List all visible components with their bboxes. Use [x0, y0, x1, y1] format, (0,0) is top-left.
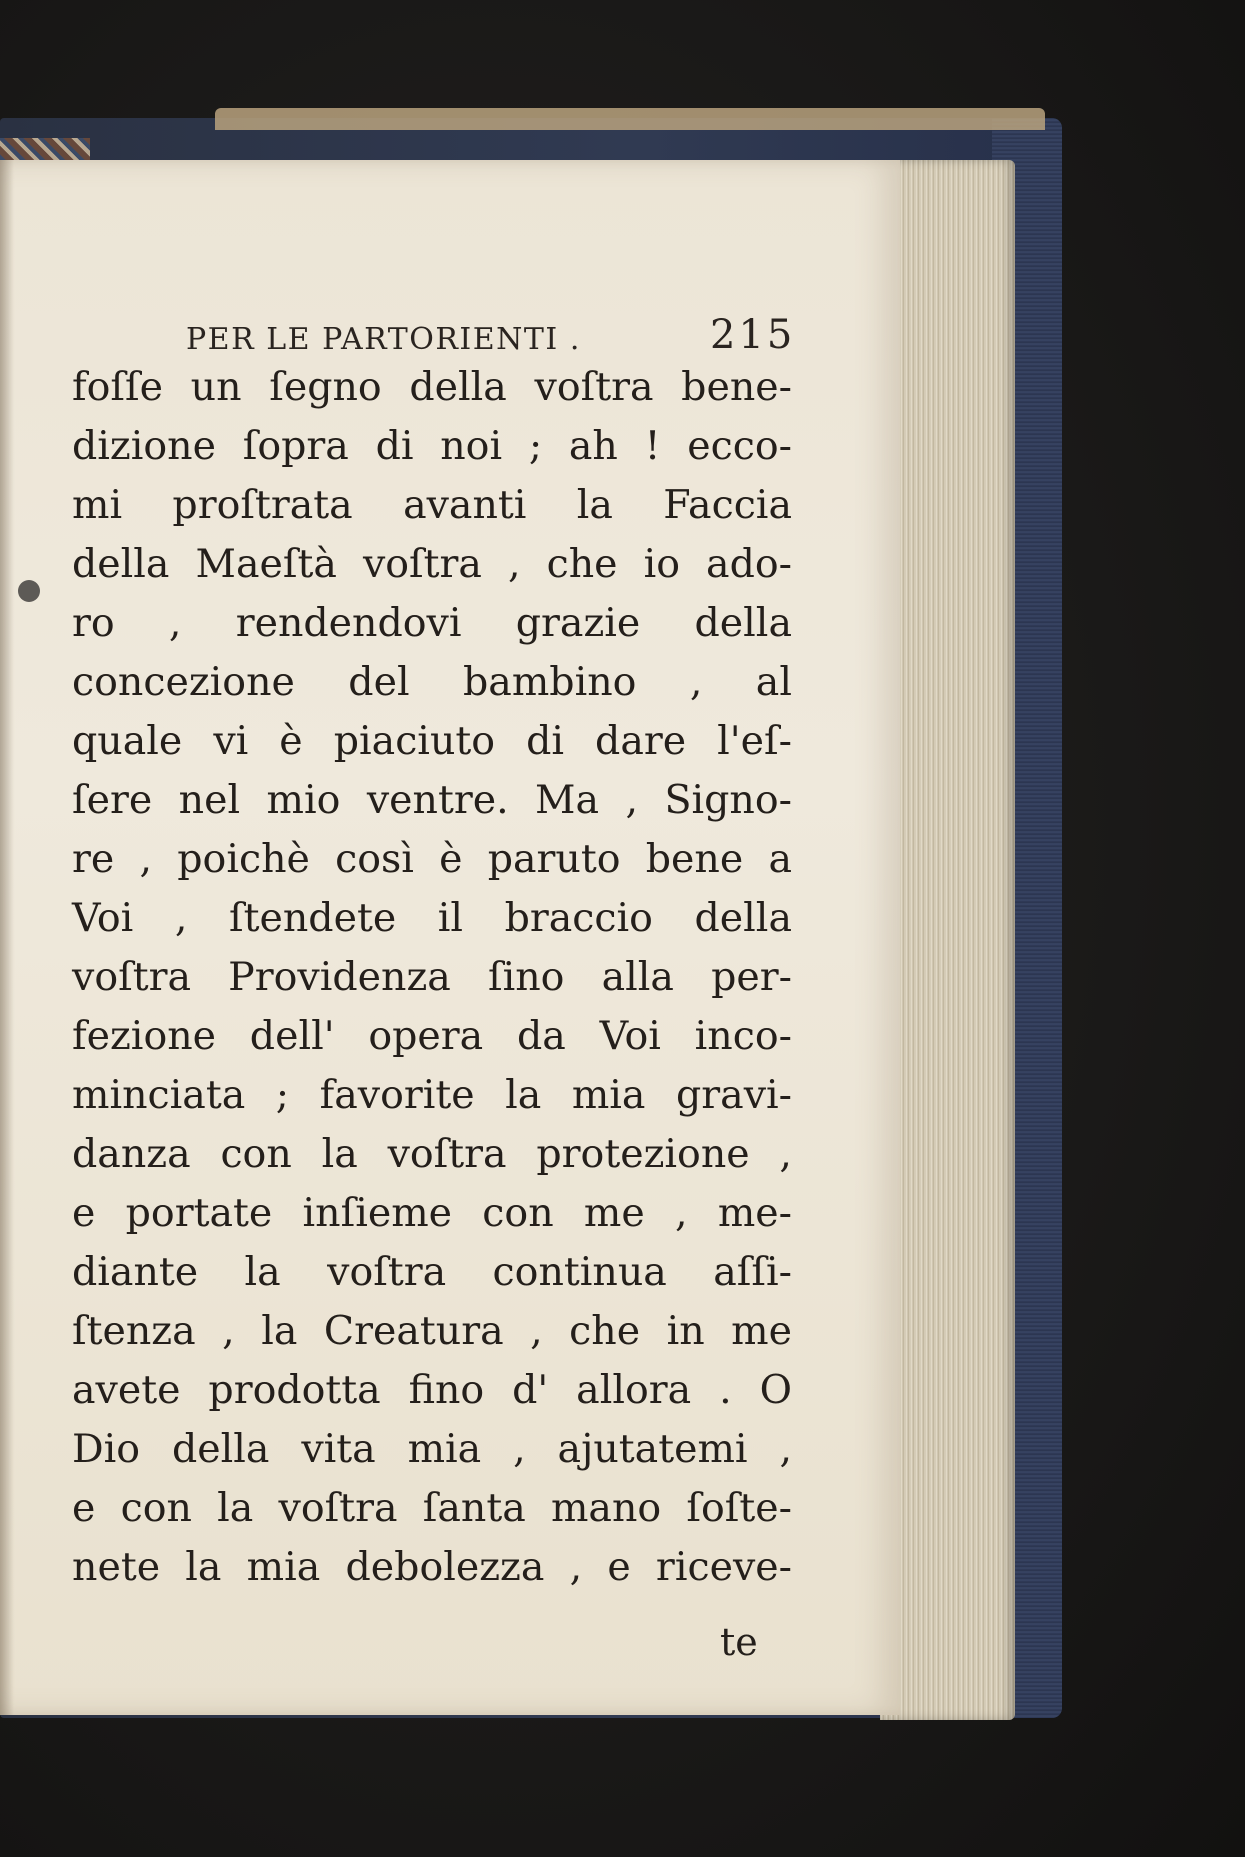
text-line: e con la voſtra ſanta mano ſoſte- — [72, 1485, 792, 1531]
text-line: danza con la voſtra protezione , — [72, 1131, 792, 1177]
text-line: ro , rendendovi grazie della — [72, 600, 792, 646]
text-line: diante la voſtra continua aſſi- — [72, 1249, 792, 1295]
catchword: te — [720, 1620, 758, 1664]
text-line: della Maeſtà voſtra , che io ado- — [72, 541, 792, 587]
page-stain — [18, 580, 40, 602]
page-header — [186, 312, 806, 358]
cover-torn-edge — [215, 108, 1045, 130]
gutter-shadow — [0, 160, 14, 1715]
book-page — [0, 160, 900, 1715]
body-text — [72, 358, 792, 1597]
text-line: ſtenza , la Creatura , che in me — [72, 1308, 792, 1354]
text-line: dizione ſopra di noi ; ah ! ecco- — [72, 423, 792, 469]
page-edges — [880, 160, 1015, 1720]
text-line: e portate inſieme con me , me- — [72, 1190, 792, 1236]
text-line: foſſe un ſegno della voſtra bene- — [72, 364, 792, 410]
text-line: mi proſtrata avanti la Faccia — [72, 482, 792, 528]
text-line: nete la mia debolezza , e riceve- — [72, 1544, 792, 1590]
text-line: Voi , ſtendete il braccio della — [72, 895, 792, 941]
text-line: ſere nel mio ventre. Ma , Signo- — [72, 777, 792, 823]
running-head: PER LE PARTORIENTI . — [186, 322, 581, 357]
text-line: re , poichè così è paruto bene a — [72, 836, 792, 882]
text-line: concezione del bambino , al — [72, 659, 792, 705]
page-number: 215 — [710, 312, 796, 358]
text-line: Dio della vita mia , ajutatemi , — [72, 1426, 792, 1472]
text-line: minciata ; favorite la mia gravi- — [72, 1072, 792, 1118]
text-line: quale vi è piaciuto di dare l'eſ- — [72, 718, 792, 764]
text-line: avete prodotta fino d' allora . O — [72, 1367, 792, 1413]
text-line: voſtra Providenza ſino alla per- — [72, 954, 792, 1000]
text-line: fezione dell' opera da Voi inco- — [72, 1013, 792, 1059]
